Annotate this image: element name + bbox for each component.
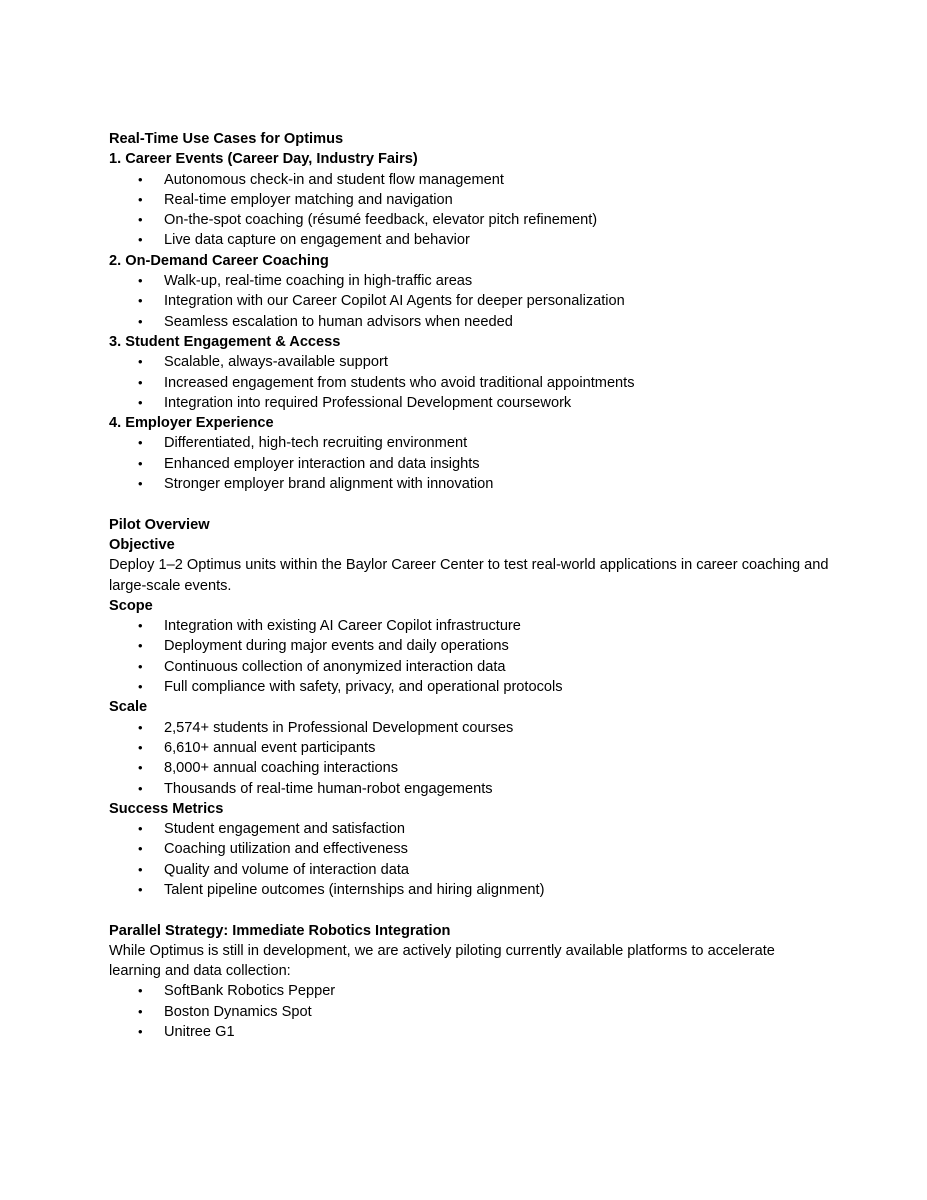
- list-item: • 6,610+ annual event participants: [109, 738, 829, 758]
- list-item: • Boston Dynamics Spot: [109, 1002, 829, 1022]
- list-item: • Live data capture on engagement and behavior: [109, 230, 829, 250]
- list-item: • Student engagement and satisfaction: [109, 819, 829, 839]
- list-item: • Integration with existing AI Career Copilot infrastructure: [109, 616, 829, 636]
- list-item: • Integration with our Career Copilot AI Agents for deeper personalization: [109, 291, 829, 311]
- list-item: • Seamless escalation to human advisors when needed: [109, 312, 829, 332]
- metrics-heading: Success Metrics: [109, 800, 224, 817]
- list-item: • Integration into required Professional Development coursework: [109, 393, 829, 413]
- bullet-list: [109, 170, 829, 251]
- section-heading: 3. Student Engagement & Access: [109, 333, 341, 350]
- list-item: • Real-time employer matching and navigation: [109, 190, 829, 210]
- list-item: • Full compliance with safety, privacy, and operational protocols: [109, 677, 829, 697]
- list-item: • Talent pipeline outcomes (internships and hiring alignment): [109, 880, 829, 900]
- section-heading: 2. On-Demand Career Coaching: [109, 252, 329, 269]
- spacer: [109, 494, 829, 514]
- section-heading: 1. Career Events (Career Day, Industry Fairs): [109, 151, 418, 168]
- parallel-title: Parallel Strategy: Immediate Robotics Integration: [109, 922, 451, 939]
- objective-text: Deploy 1–2 Optimus units within the Baylor Career Center to test real-world applications in career coaching and large-scale events.: [109, 557, 829, 594]
- bullet-list: [109, 616, 829, 697]
- section-heading: 4. Employer Experience: [109, 415, 274, 432]
- scope-heading: Scope: [109, 597, 153, 614]
- list-item: • Coaching utilization and effectiveness: [109, 839, 829, 859]
- list-item: • 2,574+ students in Professional Development courses: [109, 718, 829, 738]
- list-item: • Autonomous check-in and student flow management: [109, 170, 829, 190]
- list-item: • Thousands of real-time human-robot engagements: [109, 779, 829, 799]
- spacer: [109, 900, 829, 920]
- objective-heading: Objective: [109, 536, 175, 553]
- document-page: [109, 129, 829, 1042]
- list-item: • Quality and volume of interaction data: [109, 860, 829, 880]
- list-item: • Scalable, always-available support: [109, 352, 829, 372]
- list-item: • 8,000+ annual coaching interactions: [109, 758, 829, 778]
- bullet-list: [109, 981, 829, 1042]
- list-item: • Unitree G1: [109, 1022, 829, 1042]
- pilot-title: Pilot Overview: [109, 516, 210, 533]
- list-item: • Increased engagement from students who avoid traditional appointments: [109, 373, 829, 393]
- list-item: • Walk-up, real-time coaching in high-traffic areas: [109, 271, 829, 291]
- bullet-list: [109, 352, 829, 413]
- list-item: • On-the-spot coaching (résumé feedback, elevator pitch refinement): [109, 210, 829, 230]
- scale-heading: Scale: [109, 699, 148, 716]
- list-item: • Stronger employer brand alignment with innovation: [109, 474, 829, 494]
- bullet-list: [109, 271, 829, 332]
- parallel-text: While Optimus is still in development, we are actively piloting currently available platforms to accelerate learning and data collection:: [109, 942, 775, 980]
- list-item: • Continuous collection of anonymized interaction data: [109, 657, 829, 677]
- list-item: • SoftBank Robotics Pepper: [109, 981, 829, 1001]
- use-cases-title: Real-Time Use Cases for Optimus: [109, 131, 344, 147]
- bullet-list: [109, 718, 829, 799]
- list-item: • Enhanced employer interaction and data insights: [109, 454, 829, 474]
- list-item: • Differentiated, high-tech recruiting environment: [109, 433, 829, 453]
- bullet-list: [109, 433, 829, 494]
- bullet-list: [109, 819, 829, 900]
- list-item: • Deployment during major events and daily operations: [109, 636, 829, 656]
